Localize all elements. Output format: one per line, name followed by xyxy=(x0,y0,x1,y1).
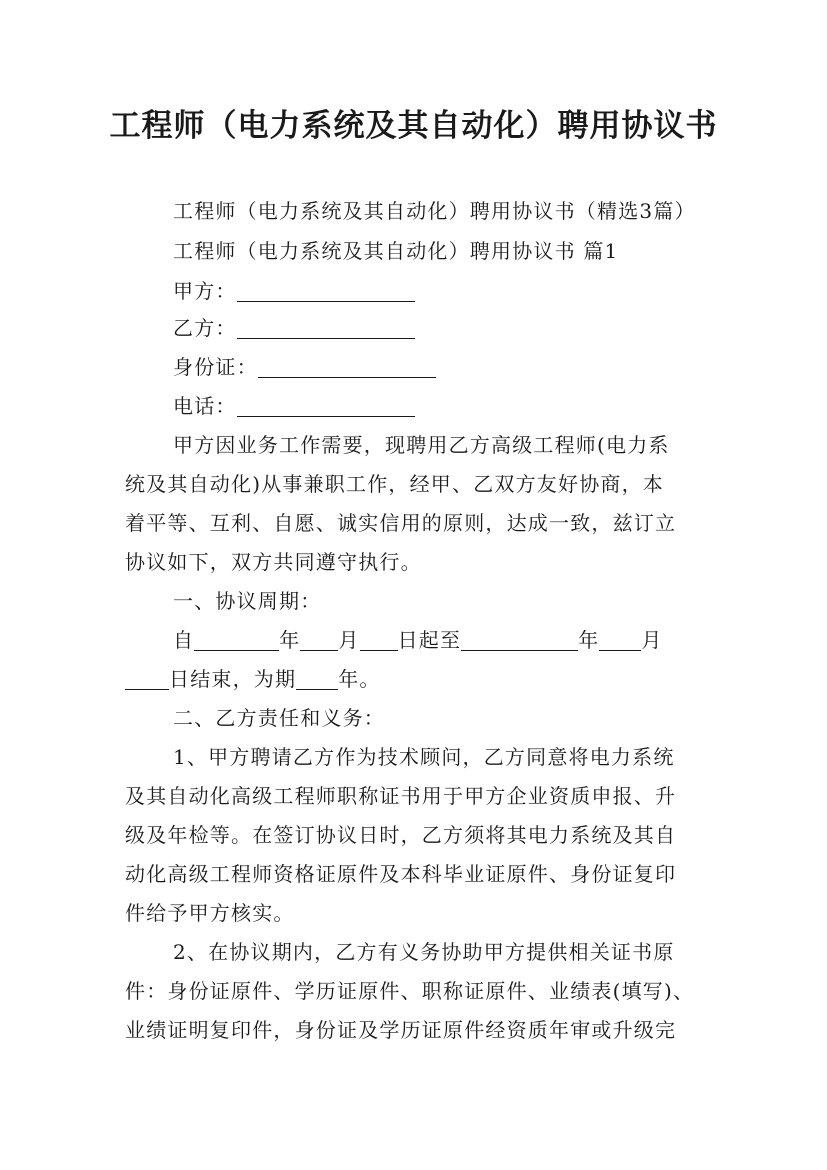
period-month2: 月 xyxy=(641,628,663,652)
start-day-blank xyxy=(360,628,398,651)
end-month-blank xyxy=(599,628,641,651)
period-year3: 年。 xyxy=(338,667,381,691)
clause2-heading: 二、乙方责任和义务： xyxy=(173,706,385,730)
party-b-label: 乙方： xyxy=(173,316,237,340)
clause2-item2-line: 件：身份证原件、学历证原件、职称证原件、业绩表(填写)、 xyxy=(125,979,695,1003)
period-day-end: 日结束，为期 xyxy=(169,667,297,691)
party-b-field xyxy=(173,308,713,348)
subtitle: 工程师（电力系统及其自动化）聘用协议书（精选3篇） xyxy=(173,199,696,223)
id-card-blank xyxy=(258,355,436,378)
party-a-blank xyxy=(237,279,415,302)
period-year2: 年 xyxy=(578,628,600,652)
intro-line: 统及其自动化)从事兼职工作，经甲、乙双方友好协商，本 xyxy=(125,472,665,496)
clause2-item2-line: 业绩证明复印件，身份证及学历证原件经资质年审或升级完 xyxy=(125,1018,677,1042)
clause2-item1-line: 1、甲方聘请乙方作为技术顾问，乙方同意将电力系统 xyxy=(173,745,675,769)
clause2-item1-line: 动化高级工程师资格证原件及本科毕业证原件、身份证复印 xyxy=(125,862,677,886)
clause1-heading: 一、协议周期： xyxy=(173,589,322,613)
party-a-field xyxy=(173,271,713,311)
intro-line: 协议如下，双方共同遵守执行。 xyxy=(125,550,422,574)
duration-blank xyxy=(296,667,338,690)
intro-line: 甲方因业务工作需要，现聘用乙方高级工程师(电力系 xyxy=(173,433,670,457)
clause1-period-line xyxy=(173,620,713,660)
id-card-label: 身份证： xyxy=(173,355,258,379)
phone-label: 电话： xyxy=(173,394,237,418)
end-year-blank xyxy=(461,628,578,651)
party-b-blank xyxy=(237,316,415,339)
end-day-blank xyxy=(125,667,169,690)
period-year: 年 xyxy=(279,628,301,652)
period-month: 月 xyxy=(338,628,360,652)
id-card-field xyxy=(173,347,713,387)
clause2-item1-line: 及其自动化高级工程师职称证书用于甲方企业资质申报、升 xyxy=(125,784,677,808)
phone-blank xyxy=(237,394,415,417)
document-title: 工程师（电力系统及其自动化）聘用协议书 xyxy=(109,108,718,144)
section-heading: 工程师（电力系统及其自动化）聘用协议书 篇1 xyxy=(173,239,619,263)
intro-line: 着平等、互利、自愿、诚实信用的原则，达成一致，兹订立 xyxy=(125,511,677,535)
period-day-start: 日起至 xyxy=(397,628,462,652)
start-month-blank xyxy=(300,628,338,651)
clause2-item2-line: 2、在协议期内，乙方有义务协助甲方提供相关证书原 xyxy=(173,940,675,964)
clause2-item1-line: 级及年检等。在签订协议日时，乙方须将其电力系统及其自 xyxy=(125,823,677,847)
party-a-label: 甲方： xyxy=(173,279,237,303)
clause2-item1-line: 件给予甲方核实。 xyxy=(125,901,295,925)
clause1-period-line2 xyxy=(125,659,710,699)
phone-field xyxy=(173,386,713,426)
period-from: 自 xyxy=(173,628,195,652)
start-year-blank xyxy=(194,628,279,651)
